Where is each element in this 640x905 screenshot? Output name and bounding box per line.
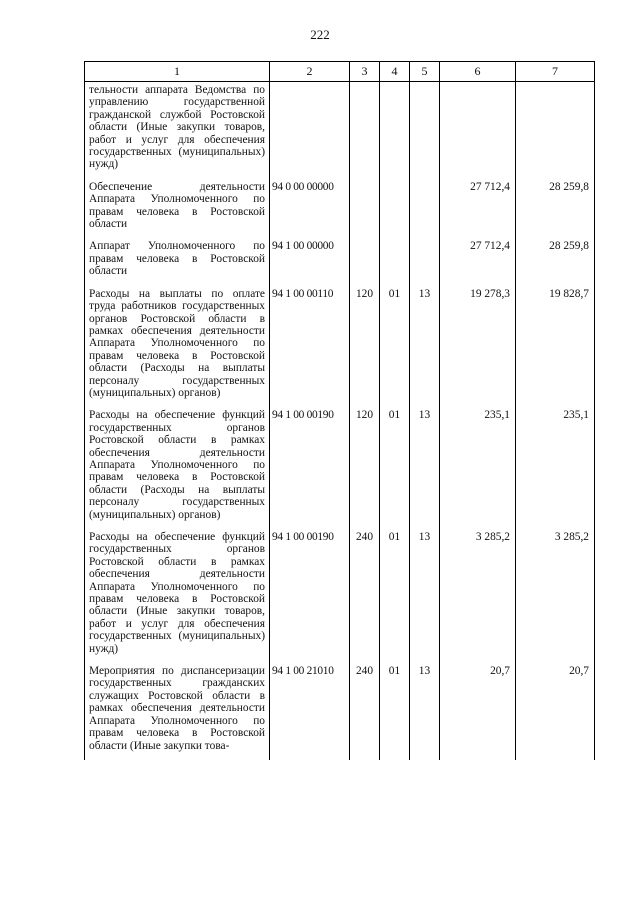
row-expense-type [350,82,380,179]
row-expense-type: 120 [350,286,380,408]
row-subsection: 13 [410,286,440,408]
row-section [380,179,410,239]
row-expense-type: 120 [350,407,380,529]
row-target-code: 94 1 00 00110 [270,286,350,408]
row-amount-year1: 27 712,4 [440,238,516,285]
row-target-code: 94 1 00 00190 [270,529,350,663]
row-name: Расходы на обеспечение функций государственных органов Ростовской области в рамках обеспечения деятельности Аппарата Уполномоченного по правам человека в Ростовской области (Иные закупки товаров, работ и услуг для обеспечения государственных (муниципальных) нужд) [85,529,270,663]
row-subsection [410,238,440,285]
header-cell: 5 [410,62,440,82]
row-amount-year2: 28 259,8 [516,179,595,239]
row-amount-year2: 19 828,7 [516,286,595,408]
row-expense-type [350,179,380,239]
row-section: 01 [380,529,410,663]
row-name: Аппарат Уполномоченного по правам человека в Ростовской области [85,238,270,285]
row-section: 01 [380,663,410,760]
row-name: Мероприятия по диспансеризации государственных гражданских служащих Ростовской области в рамках обеспечения деятельности Аппарата Уполномоченного по правам человека в Ростовской области (Иные закупки това- [85,663,270,760]
header-cell: 1 [85,62,270,82]
row-amount-year2: 3 285,2 [516,529,595,663]
header-cell: 2 [270,62,350,82]
row-section [380,238,410,285]
row-amount-year1: 3 285,2 [440,529,516,663]
row-amount-year2: 28 259,8 [516,238,595,285]
row-section [380,82,410,179]
row-section: 01 [380,286,410,408]
row-target-code: 94 1 00 21010 [270,663,350,760]
header-cell: 7 [516,62,595,82]
row-amount-year1: 19 278,3 [440,286,516,408]
row-target-code: 94 1 00 00190 [270,407,350,529]
row-subsection: 13 [410,407,440,529]
row-subsection [410,82,440,179]
row-amount-year2: 235,1 [516,407,595,529]
table-row [85,238,595,285]
table-row [85,407,595,529]
row-subsection: 13 [410,529,440,663]
row-expense-type: 240 [350,529,380,663]
row-subsection: 13 [410,663,440,760]
row-amount-year1: 20,7 [440,663,516,760]
header-row [85,62,595,82]
row-amount-year1: 235,1 [440,407,516,529]
row-amount-year2: 20,7 [516,663,595,760]
header-cell: 6 [440,62,516,82]
header-cell: 3 [350,62,380,82]
row-amount-year1 [440,82,516,179]
row-name: Расходы на выплаты по оплате труда работников государственных органов Ростовской области в рамках обеспечения деятельности Аппарата Уполномоченного по правам человека в Ростовской области (Расходы на выплаты персоналу государственных (муниципальных) органов) [85,286,270,408]
page-number: 222 [310,27,330,42]
row-name: Обеспечение деятельности Аппарата Уполномоченного по правам человека в Ростовской области [85,179,270,239]
row-name: тельности аппарата Ведомства по управлению государственной гражданской службой Ростовской области (Иные закупки товаров, работ и услуг для обеспечения государственных (муниципальных) нужд) [85,82,270,179]
row-subsection [410,179,440,239]
row-amount-year1: 27 712,4 [440,179,516,239]
row-expense-type [350,238,380,285]
table-row [85,286,595,408]
row-target-code: 94 1 00 00000 [270,238,350,285]
table-row [85,663,595,760]
row-expense-type: 240 [350,663,380,760]
header-cell: 4 [380,62,410,82]
row-amount-year2 [516,82,595,179]
row-target-code [270,82,350,179]
table-row [85,179,595,239]
row-name: Расходы на обеспечение функций государственных органов Ростовской области в рамках обеспечения деятельности Аппарата Уполномоченного по правам человека в Ростовской области (Расходы на выплаты персоналу государственных (муниципальных) органов) [85,407,270,529]
table-row [85,529,595,663]
table-row [85,82,595,179]
budget-table [84,61,595,760]
row-target-code: 94 0 00 00000 [270,179,350,239]
row-section: 01 [380,407,410,529]
